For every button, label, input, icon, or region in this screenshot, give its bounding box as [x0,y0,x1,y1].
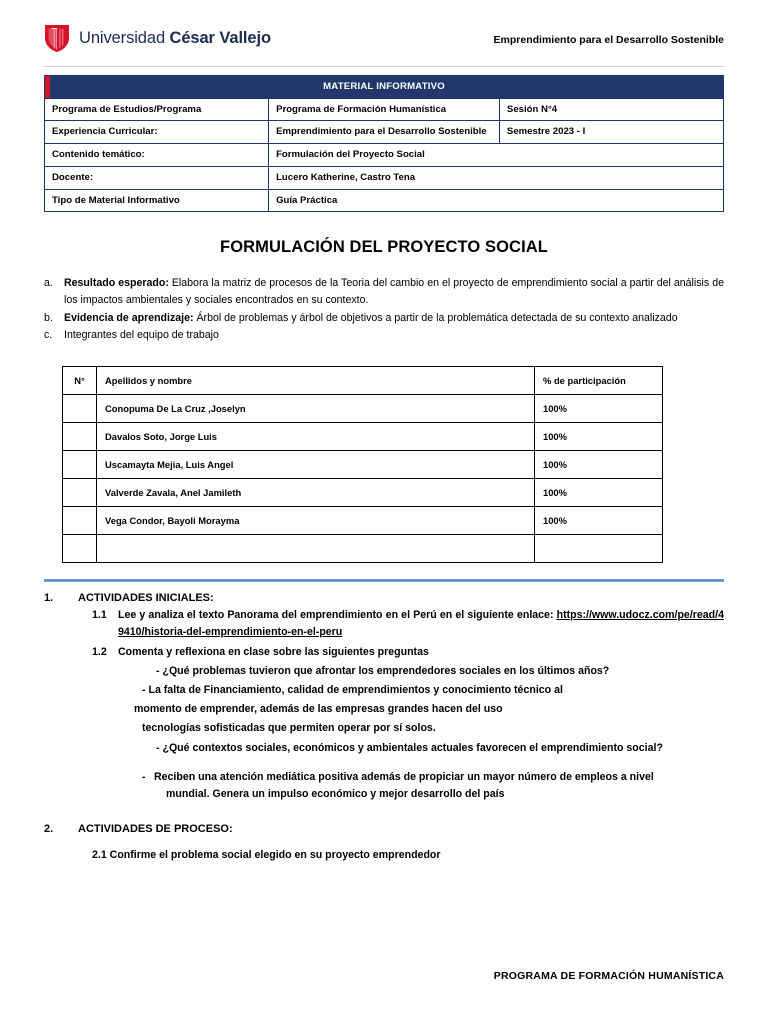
table-row [63,451,663,479]
table-row [45,98,724,121]
activity-item-text-1-1: Lee y analiza el texto Panorama del emprendimiento en el Perú en el siguiente enlace: [118,609,554,622]
member-pct: 100% [535,507,663,535]
info-banner-label: MATERIAL INFORMATIVO [323,81,445,92]
discussion-answer-2-line-2: mundial. Genera un impulso económico y mejor desarrollo del país [166,787,505,800]
answer-2-body [154,769,724,803]
list-text-a: Elabora la matriz de procesos de la Teoria del cambio en el proyecto de emprendimiento social a partir del análisis de los impactos ambientales y sociales encontrados en su contexto. [64,277,724,306]
table-row [63,395,663,423]
list-body-b [64,310,724,327]
member-pct: 100% [535,423,663,451]
members-header-row [63,367,663,395]
table-row [45,144,724,167]
brand-wordmark [79,29,271,48]
udocz-article-link[interactable]: https://www.udocz.com/pe/read/49410/historia-del-emprendimiento-en-el-peru [118,609,724,639]
activity-item-number-1-2: 1.2 [92,646,107,659]
answer-dash-marker: - [142,770,146,783]
discussion-question-2: - ¿Qué contextos sociales, económicos y ambientales actuales favorecen el emprendimiento social? [156,741,663,754]
header-divider [44,66,724,67]
activity-item-body-1-1 [118,607,724,641]
activity-item-text-2-1: 2.1 Confirme el problema social elegido en su proyecto emprendedor [92,848,441,861]
member-pct [535,535,663,563]
member-num [63,423,97,451]
member-name [97,535,535,563]
list-marker-c: c. [44,329,53,342]
member-pct: 100% [535,451,663,479]
info-value-tipo: Guía Práctica [269,189,724,212]
table-row [45,189,724,212]
table-row [63,479,663,507]
members-col-num: N° [63,367,97,395]
activity-item-1-2 [92,644,724,661]
discussion-answer-1-line-1: - La falta de Financiamiento, calidad de emprendimientos y conocimiento técnico al [142,684,563,697]
activity-item-1-1 [92,607,724,641]
activity-item-number-1-1: 1.1 [92,609,107,622]
activities-section [44,592,724,863]
member-name: Davalos Soto, Jorge Luis [97,423,535,451]
page-footer: PROGRAMA DE FORMACIÓN HUMANÍSTICA [493,970,724,982]
material-info-table [44,75,724,212]
activity-heading-2 [44,823,724,835]
list-item [44,275,724,308]
list-lead-b: Evidencia de aprendizaje: [64,311,194,324]
member-pct: 100% [535,395,663,423]
member-num [63,479,97,507]
table-row-empty [63,535,663,563]
discussion-answer-2 [142,769,724,803]
activity-item-2-1 [92,847,724,864]
activity-number-2: 2. [44,822,54,835]
list-text-c: Integrantes del equipo de trabajo [64,329,219,342]
info-banner-row [45,76,724,99]
list-text-b: Árbol de problemas y árbol de objetivos a partir de la problemática detectada de su contexto analizado [193,311,678,324]
discussion-question-1: - ¿Qué problemas tuvieron que afrontar los emprendedores sociales en los últimos años? [156,664,610,677]
info-banner-cell [45,76,724,99]
member-name: Vega Condor, Bayoli Morayma [97,507,535,535]
objectives-list [44,275,724,344]
discussion-answer-2-line-1: Reciben una atención mediática positiva además de propiciar un mayor número de empleos a nivel [154,770,654,783]
info-label-programa: Programa de Estudios/Programa [45,98,269,121]
table-row [45,121,724,144]
activity-number-1: 1. [44,592,54,605]
info-label-docente: Docente: [45,166,269,189]
members-col-pct: % de participación [535,367,663,395]
table-row [45,166,724,189]
brand-word-universidad: Universidad [79,28,170,47]
members-col-name: Apellidos y nombre [97,367,535,395]
list-lead-a: Resultado esperado: [64,277,169,290]
activity-item-text-1-2: Comenta y reflexiona en clase sobre las siguientes preguntas [118,646,429,659]
members-table-container [62,366,662,563]
activity-heading-1 [44,592,724,604]
document-header [0,0,768,60]
member-name: Conopuma De La Cruz ,Joselyn [97,395,535,423]
info-value-experiencia: Emprendimiento para el Desarrollo Sostenible [269,121,500,144]
section-divider [44,579,724,582]
activity-title-2: ACTIVIDADES DE PROCESO: [78,822,233,835]
brand-word-cesar-vallejo: César Vallejo [169,28,271,47]
list-marker-b: b. [44,311,53,324]
list-item [44,327,724,344]
discussion-answer-1-line-3: tecnologías sofisticadas que permiten operar por sí solos. [142,722,436,735]
info-value-programa: Programa de Formación Humanística [269,98,500,121]
info-extra-semestre: Semestre 2023 - I [499,121,723,144]
info-label-contenido: Contenido temático: [45,144,269,167]
member-num [63,451,97,479]
page-title: FORMULACIÓN DEL PROYECTO SOCIAL [220,238,548,257]
info-value-contenido: Formulación del Proyecto Social [269,144,724,167]
list-marker-a: a. [44,277,53,290]
red-accent-tab [45,76,50,98]
info-label-tipo: Tipo de Material Informativo [45,189,269,212]
university-brand [44,23,271,53]
member-num [63,395,97,423]
info-value-docente: Lucero Katherine, Castro Tena [269,166,724,189]
table-row [63,507,663,535]
list-body-a [64,275,724,308]
member-num [63,507,97,535]
list-item [44,310,724,327]
member-name: Uscamayta Mejia, Luis Angel [97,451,535,479]
member-name: Valverde Zavala, Anel Jamileth [97,479,535,507]
ucv-shield-logo-icon [44,23,70,53]
discussion-answer-1-line-2: momento de emprender, además de las empresas grandes hacen del uso [134,703,503,716]
header-course-name: Emprendimiento para el Desarrollo Sostenible [493,34,724,46]
team-members-table [62,366,663,563]
member-num [63,535,97,563]
activity-title-1: ACTIVIDADES INICIALES: [78,592,214,605]
info-table-container [44,75,724,212]
info-extra-sesion: Sesión N°4 [499,98,723,121]
info-label-experiencia: Experiencia Curricular: [45,121,269,144]
table-row [63,423,663,451]
member-pct: 100% [535,479,663,507]
